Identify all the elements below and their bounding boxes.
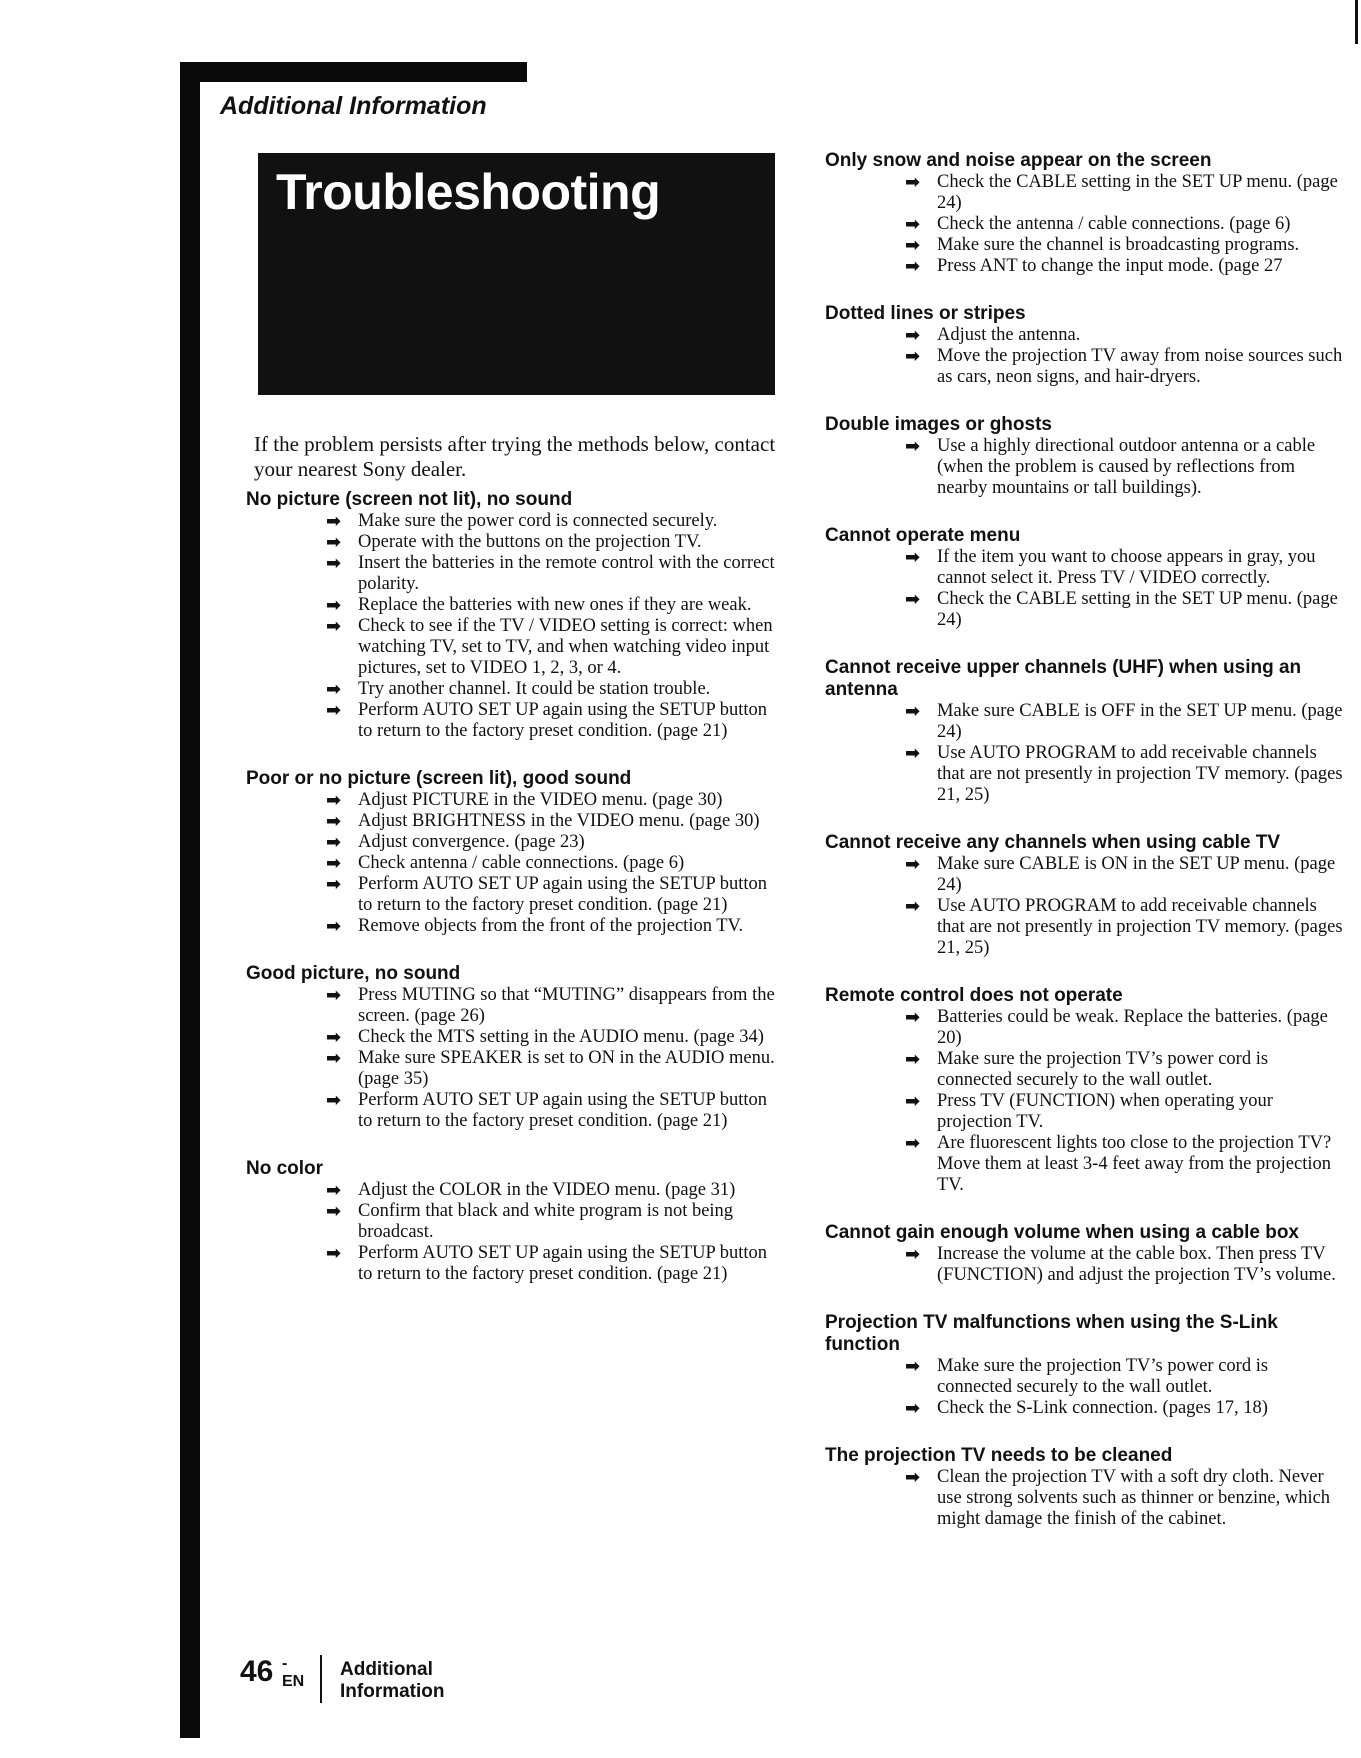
arrow-icon: ➡ [905,1244,921,1265]
arrow-icon: ➡ [326,1090,342,1111]
troubleshooting-section [825,1312,1345,1419]
remedy-item [326,1180,782,1201]
remedy-text: Check to see if the TV / VIDEO setting is correct: when watching TV, set to TV, and when watching video input pictures, set to VIDEO 1, 2, 3, or 4. [358,616,773,678]
remedy-item [905,701,1345,743]
arrow-icon: ➡ [905,547,921,568]
remedy-text: Adjust BRIGHTNESS in the VIDEO menu. (page 30) [358,811,760,831]
remedy-item [326,1048,782,1090]
arrow-icon: ➡ [905,1133,921,1154]
remedy-text: Adjust the COLOR in the VIDEO menu. (page 31) [358,1180,736,1200]
remedy-item [326,1201,782,1243]
remedy-item [326,553,782,595]
arrow-icon: ➡ [905,1356,921,1377]
troubleshooting-section [825,1445,1345,1530]
arrow-icon: ➡ [905,1049,921,1070]
section-heading: Cannot receive any channels when using cable TV [825,832,1281,853]
remedy-text: Remove objects from the front of the projection TV. [358,916,744,936]
remedy-list [905,436,1345,499]
remedy-item [326,790,782,811]
remedy-item [326,616,782,679]
troubleshooting-section [246,1158,782,1285]
arrow-icon: ➡ [326,1027,342,1048]
troubleshooting-section [246,489,782,742]
arrow-icon: ➡ [326,874,342,895]
remedy-list [905,1007,1345,1196]
remedy-item [326,700,782,742]
right-column [825,150,1345,1556]
arrow-icon: ➡ [905,1467,921,1488]
remedy-item [905,743,1345,806]
right-sections [825,150,1345,1530]
remedy-item [326,985,782,1027]
remedy-text: Check the CABLE setting in the SET UP menu. (page 24) [937,589,1338,630]
section-heading: Good picture, no sound [246,963,461,984]
remedy-text: Batteries could be weak. Replace the batteries. (page 20) [937,1007,1328,1048]
remedy-item [326,874,782,916]
remedy-item [905,1091,1345,1133]
left-sections [246,489,782,1285]
arrow-icon: ➡ [905,589,921,610]
arrow-icon: ➡ [905,214,921,235]
arrow-icon: ➡ [905,743,921,764]
remedy-text: Adjust the antenna. [937,325,1081,345]
remedy-text: Press ANT to change the input mode. (page 27 [937,256,1283,276]
remedy-text: Move the projection TV away from noise sources such as cars, neon signs, and hair-dryers. [937,346,1343,387]
remedy-text: Use a highly directional outdoor antenna or a cable (when the problem is caused by reflections from nearby mountains or tall buildings). [937,436,1316,498]
arrow-icon: ➡ [905,854,921,875]
footer-label: Additional Information [340,1659,445,1702]
arrow-icon: ➡ [326,679,342,700]
arrow-icon: ➡ [326,595,342,616]
troubleshooting-section [825,150,1345,277]
arrow-icon: ➡ [326,853,342,874]
remedy-text: Press TV (FUNCTION) when operating your projection TV. [937,1091,1273,1132]
troubleshooting-section [825,303,1345,388]
remedy-item [905,1007,1345,1049]
remedy-item [326,916,782,937]
troubleshooting-section [246,768,782,937]
arrow-icon: ➡ [326,511,342,532]
section-heading: Cannot operate menu [825,525,1021,546]
arrow-icon: ➡ [905,896,921,917]
remedy-item [326,1090,782,1132]
remedy-item [905,1133,1345,1196]
remedy-item [905,214,1345,235]
remedy-list [905,701,1345,806]
remedy-item [326,1027,782,1048]
remedy-list [905,547,1345,631]
remedy-item [905,235,1345,256]
remedy-list [905,172,1345,277]
remedy-text: Operate with the buttons on the projection TV. [358,532,702,552]
remedy-text: Confirm that black and white program is not being broadcast. [358,1201,734,1242]
remedy-list [905,1356,1345,1419]
left-margin-bar [180,62,200,1738]
arrow-icon: ➡ [326,916,342,937]
remedy-text: If the item you want to choose appears in gray, you cannot select it. Press TV / VIDEO correctly. [937,547,1316,588]
troubleshooting-section [246,963,782,1132]
scan-edge-mark [1355,0,1358,44]
arrow-icon: ➡ [326,790,342,811]
arrow-icon: ➡ [905,1007,921,1028]
remedy-text: Use AUTO PROGRAM to add receivable channels that are not presently in projection TV memory. (pages 21, 25) [937,896,1343,958]
remedy-text: Press MUTING so that “MUTING” disappears from the screen. (page 26) [358,985,775,1026]
remedy-text: Perform AUTO SET UP again using the SETUP button to return to the factory preset condition. (page 21) [358,874,768,915]
remedy-item [326,832,782,853]
arrow-icon: ➡ [905,701,921,722]
remedy-item [326,595,782,616]
troubleshooting-section [825,1222,1345,1286]
arrow-icon: ➡ [326,616,342,637]
arrow-icon: ➡ [905,1091,921,1112]
troubleshooting-section [825,832,1345,959]
remedy-text: Adjust PICTURE in the VIDEO menu. (page 30) [358,790,723,810]
remedy-text: Adjust convergence. (page 23) [358,832,585,852]
left-column [246,432,782,1311]
remedy-item [905,172,1345,214]
section-heading: Cannot gain enough volume when using a cable box [825,1222,1299,1243]
arrow-icon: ➡ [326,811,342,832]
remedy-text: Make sure SPEAKER is set to ON in the AUDIO menu. (page 35) [358,1048,775,1089]
arrow-icon: ➡ [326,700,342,721]
section-heading: Only snow and noise appear on the screen [825,150,1212,171]
remedy-text: Perform AUTO SET UP again using the SETUP button to return to the factory preset condition. (page 21) [358,1243,768,1284]
remedy-list [326,1180,782,1285]
remedy-text: Check the CABLE setting in the SET UP menu. (page 24) [937,172,1338,213]
troubleshooting-section [825,414,1345,499]
remedy-text: Increase the volume at the cable box. Then press TV (FUNCTION) and adjust the projection TV’s volume. [937,1244,1336,1285]
remedy-list [326,985,782,1132]
arrow-icon: ➡ [326,553,342,574]
remedy-list [905,854,1345,959]
remedy-item [905,1049,1345,1091]
remedy-item [326,511,782,532]
remedy-item [326,853,782,874]
remedy-text: Are fluorescent lights too close to the projection TV? Move them at least 3-4 feet away from the projection TV. [937,1133,1332,1195]
arrow-icon: ➡ [905,436,921,457]
section-heading: Poor or no picture (screen lit), good sound [246,768,632,789]
arrow-icon: ➡ [905,172,921,193]
remedy-text: Make sure the channel is broadcasting programs. [937,235,1300,255]
remedy-list [326,511,782,742]
troubleshooting-section [825,985,1345,1196]
arrow-icon: ➡ [326,532,342,553]
page-title: Troubleshooting [276,164,661,220]
remedy-text: Check antenna / cable connections. (page 6) [358,853,685,873]
remedy-text: Perform AUTO SET UP again using the SETUP button to return to the factory preset condition. (page 21) [358,1090,768,1131]
remedy-item [905,325,1345,346]
section-heading: Double images or ghosts [825,414,1052,435]
remedy-list [905,1244,1345,1286]
section-heading: No picture (screen not lit), no sound [246,489,573,510]
remedy-text: Insert the batteries in the remote control with the correct polarity. [358,553,775,594]
section-heading: The projection TV needs to be cleaned [825,1445,1173,1466]
remedy-item [905,346,1345,388]
remedy-item [326,811,782,832]
footer-divider [320,1655,322,1703]
section-heading: Remote control does not operate [825,985,1123,1006]
arrow-icon: ➡ [326,1180,342,1201]
remedy-item [905,256,1345,277]
arrow-icon: ➡ [326,832,342,853]
remedy-item [905,547,1345,589]
remedy-item [326,532,782,553]
page-suffix: -EN [282,1655,305,1690]
remedy-text: Make sure the projection TV’s power cord is connected securely to the wall outlet. [937,1049,1269,1090]
remedy-text: Make sure CABLE is OFF in the SET UP menu. (page 24) [937,701,1343,742]
remedy-text: Make sure the power cord is connected securely. [358,511,718,531]
remedy-text: Check the S-Link connection. (pages 17, 18) [937,1398,1268,1418]
arrow-icon: ➡ [326,1048,342,1069]
remedy-text: Check the MTS setting in the AUDIO menu. (page 34) [358,1027,764,1047]
arrow-icon: ➡ [905,256,921,277]
remedy-item [905,1356,1345,1398]
remedy-text: Make sure the projection TV’s power cord is connected securely to the wall outlet. [937,1356,1269,1397]
section-heading: Dotted lines or stripes [825,303,1026,324]
remedy-text: Perform AUTO SET UP again using the SETUP button to return to the factory preset condition. (page 21) [358,700,768,741]
intro-text: If the problem persists after trying the methods below, contact your nearest Sony dealer. [254,432,776,481]
remedy-text: Use AUTO PROGRAM to add receivable channels that are not presently in projection TV memory. (pages 21, 25) [937,743,1343,805]
troubleshooting-section [825,657,1345,806]
section-heading: Cannot receive upper channels (UHF) when using an antenna [825,657,1302,700]
arrow-icon: ➡ [326,985,342,1006]
arrow-icon: ➡ [905,346,921,367]
remedy-item [905,1398,1345,1419]
remedy-item [326,1243,782,1285]
section-label: Additional Information [220,92,487,120]
remedy-item [326,679,782,700]
section-heading: Projection TV malfunctions when using the S-Link function [825,1312,1278,1355]
remedy-item [905,1467,1345,1530]
remedy-item [905,589,1345,631]
remedy-text: Replace the batteries with new ones if they are weak. [358,595,752,615]
remedy-text: Check the antenna / cable connections. (page 6) [937,214,1291,234]
remedy-text: Clean the projection TV with a soft dry cloth. Never use strong solvents such as thinner or benzine, which might damage the finish of the cabinet. [937,1467,1331,1529]
header-bar [180,62,527,82]
remedy-list [905,325,1345,388]
arrow-icon: ➡ [905,325,921,346]
page-number: 46 [240,1655,274,1688]
remedy-text: Make sure CABLE is ON in the SET UP menu. (page 24) [937,854,1336,895]
arrow-icon: ➡ [326,1243,342,1264]
troubleshooting-section [825,525,1345,631]
arrow-icon: ➡ [905,235,921,256]
remedy-list [326,790,782,937]
remedy-item [905,854,1345,896]
arrow-icon: ➡ [326,1201,342,1222]
remedy-item [905,1244,1345,1286]
remedy-list [905,1467,1345,1530]
arrow-icon: ➡ [905,1398,921,1419]
remedy-text: Try another channel. It could be station trouble. [358,679,711,699]
remedy-item [905,436,1345,499]
remedy-item [905,896,1345,959]
section-heading: No color [246,1158,324,1179]
title-box [258,153,775,395]
